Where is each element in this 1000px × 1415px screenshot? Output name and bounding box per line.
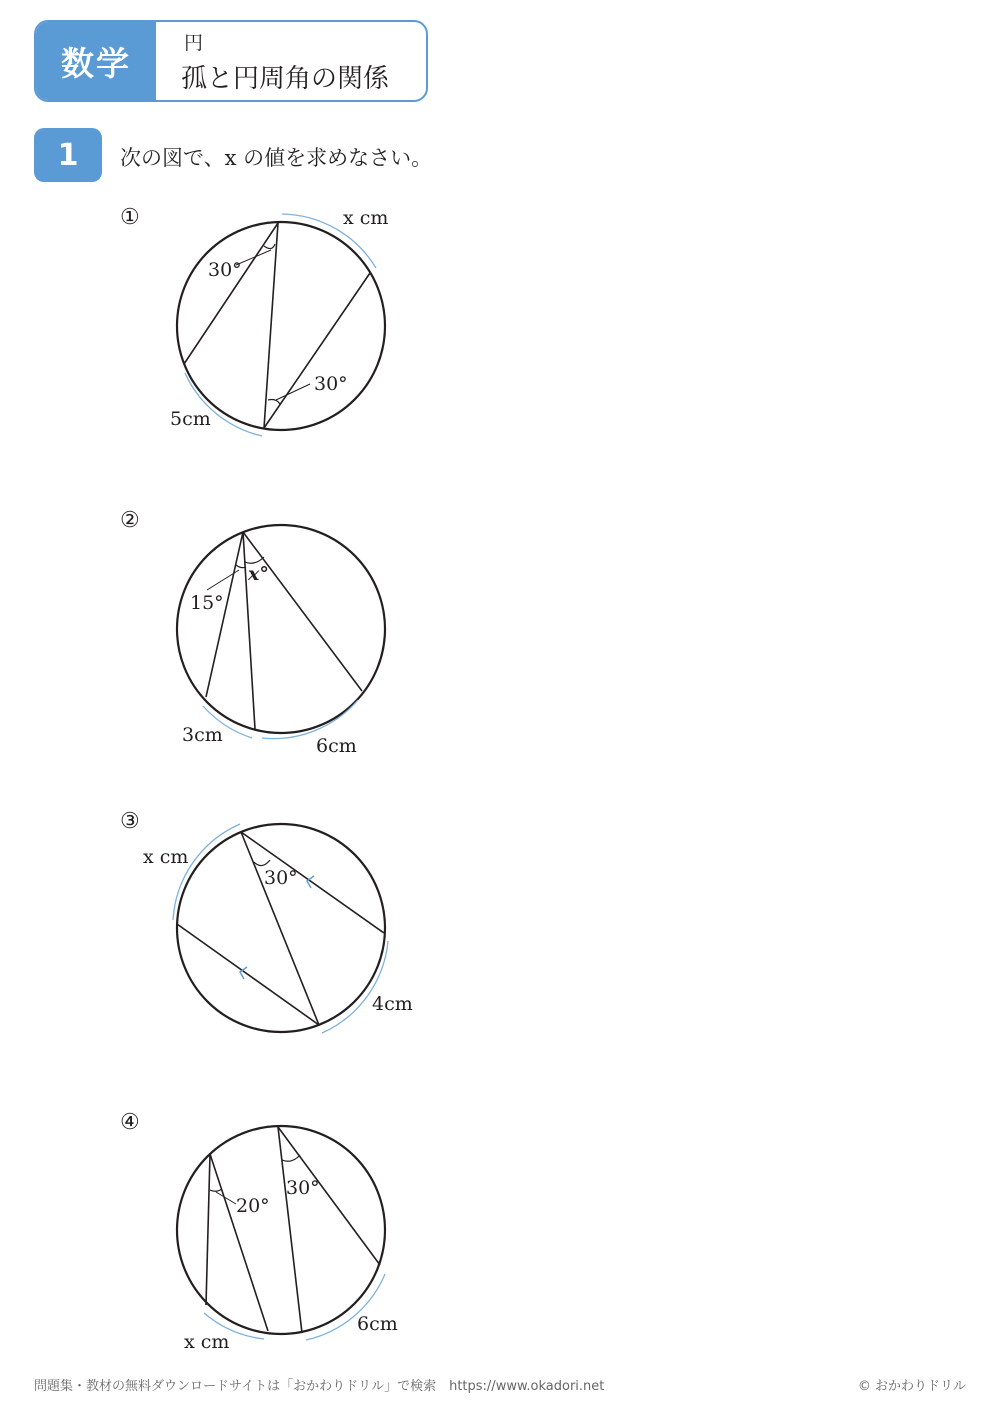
chord [206,1154,210,1305]
label-angle: 15° [190,592,224,614]
topic-title: 孤と円周角の関係 [181,64,390,94]
label-x-angle: x° [248,563,269,585]
label-length: 5cm [170,408,211,430]
footer-copyright: © おかわりドリル [857,1379,966,1394]
label-x-cm: x cm [343,207,389,229]
label-angle: 30° [264,867,298,889]
chord [278,1127,302,1333]
label-length: 4cm [372,993,413,1015]
figure-number: ④ [120,1110,140,1135]
label-angle: 30° [314,373,348,395]
question-number-badge: 1 [34,128,102,182]
label-angle: 20° [236,1195,270,1217]
angle-mark [210,1189,222,1191]
figure-number: ③ [120,809,140,834]
chord [210,1154,268,1331]
question-instruction: 次の図で、x の値を求めなさい。 [120,146,433,170]
unit-label: 円 [184,32,204,54]
figure-number: ① [120,205,140,230]
footer-site-info: 問題集・教材の無料ダウンロードサイトは「おかわりドリル」で検索 https://www.okadori.net [34,1379,605,1394]
subject-label: 数学 [36,22,156,100]
label-length: 6cm [316,735,357,757]
label-angle: 30° [208,259,242,281]
angle-mark [282,1155,300,1161]
figure-number: ② [120,508,140,533]
label-angle: 30° [286,1177,320,1199]
label-x-cm: x cm [143,846,189,868]
label-length: 6cm [357,1313,398,1335]
label-x-cm: x cm [184,1331,230,1353]
label-length: 3cm [182,724,223,746]
